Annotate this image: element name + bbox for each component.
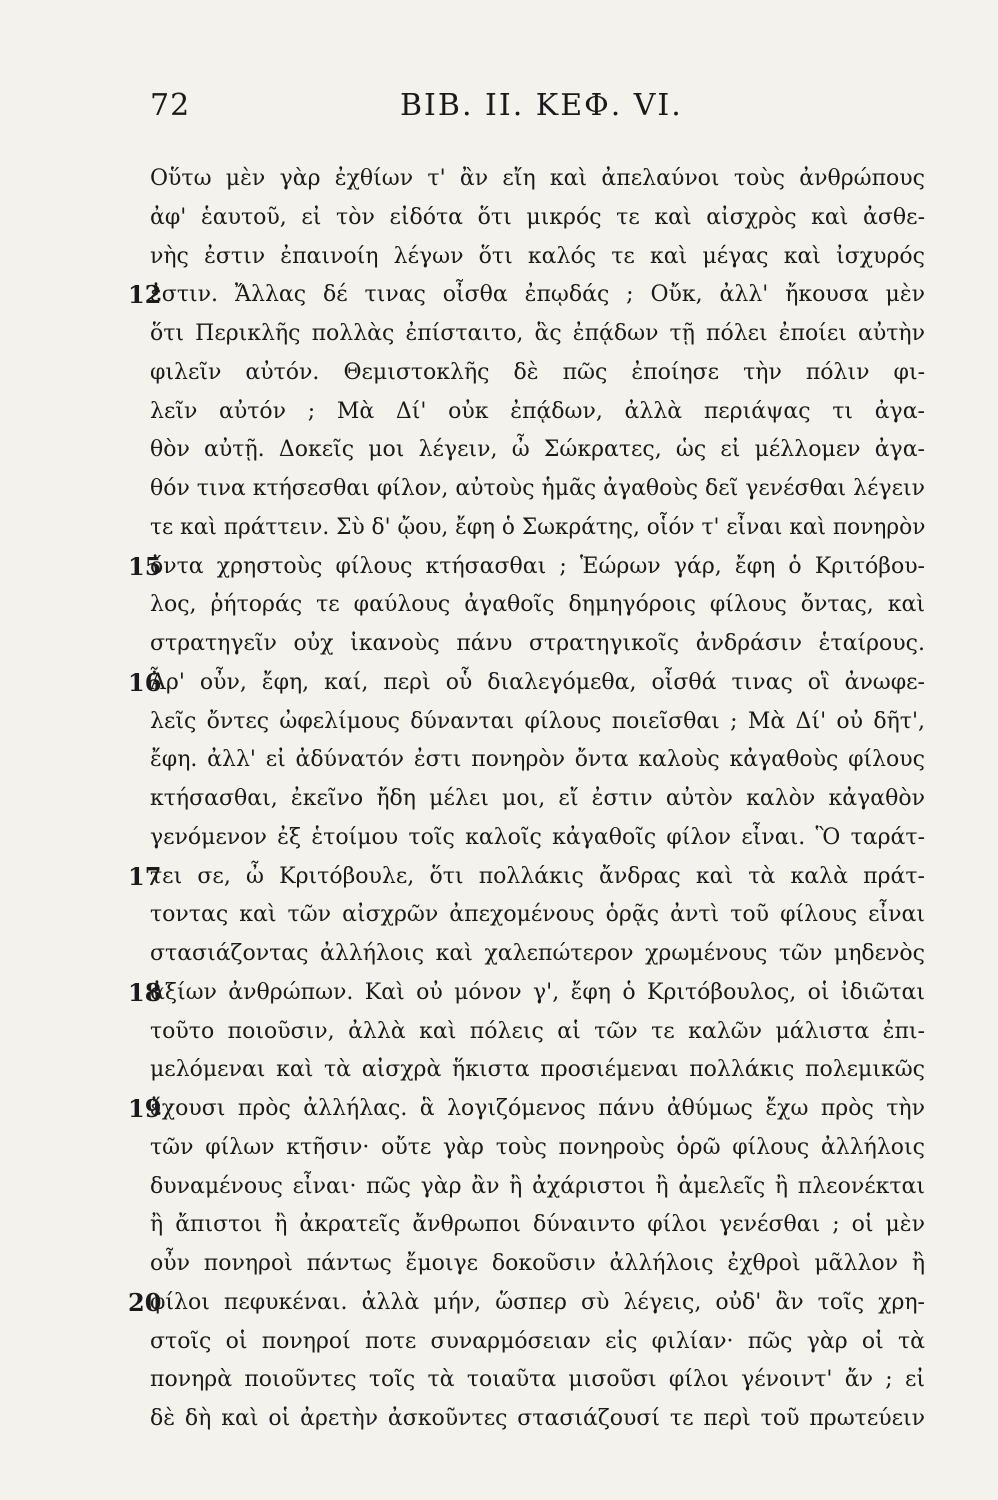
text-line (128, 548, 925, 587)
line-text: τε καὶ πράττειν. Σὺ δ' ᾤου, ἔφη ὁ Σωκράτης, οἷόν τ' εἶναι καὶ πονηρὸν (150, 514, 926, 540)
line-text: τοντας καὶ τῶν αἰσχρῶν ἀπεχομένους ὁρᾷς ἀντὶ τοῦ φίλους εἶναι (150, 902, 925, 928)
line-text: ἀφ' ἑαυτοῦ, εἰ τὸν εἰδότα ὅτι μικρός τε καὶ αἰσχρὸς καὶ ἀσθε- (150, 204, 925, 230)
line-text: Ἆρ' οὖν, ἔφη, καί, περὶ οὗ διαλεγόμεθα, οἶσθά τινας οἳ ἀνωφε- (150, 669, 925, 695)
text-line (150, 703, 925, 742)
line-text: τοῦτο ποιοῦσιν, ἀλλὰ καὶ πόλεις αἱ τῶν τε καλῶν μάλιστα ἐπι- (150, 1018, 925, 1044)
text-line (150, 238, 925, 277)
text-line (128, 276, 925, 315)
text-line (150, 354, 925, 393)
line-text: λεῖν αὐτόν ; Μὰ Δί' οὐκ ἐπᾴδων, ἀλλὰ περιάψας τι ἀγα- (150, 398, 925, 424)
text-line (150, 431, 925, 470)
section-number: 19 (128, 1094, 162, 1123)
section-number: 15 (128, 551, 162, 581)
text-line (128, 858, 925, 897)
line-text: μελόμεναι καὶ τὰ αἰσχρὰ ἥκιστα προσιέμεναι πολλάκις πολεμικῶς (150, 1057, 925, 1083)
line-text: θόν τινα κτήσεσθαι φίλον, αὐτοὺς ἡμᾶς ἀγαθοὺς δεῖ γενέσθαι λέγειν (150, 476, 925, 501)
section-number: 18 (128, 977, 162, 1007)
text-line (150, 393, 925, 432)
line-text: ἔχουσι πρὸς ἀλλήλας. ἃ λογιζόμενος πάνυ ἀθύμως ἔχω πρὸς τὴν (150, 1096, 925, 1121)
text-line (128, 974, 925, 1013)
line-text: στασιάζοντας ἀλλήλοις καὶ χαλεπώτερον χρωμένους τῶν μηδενὸς (150, 941, 925, 966)
text-line (150, 625, 925, 664)
line-text: ὄντα χρηστοὺς φίλους κτήσασθαι ; Ἑώρων γάρ, ἔφη ὁ Κριτόβου- (150, 553, 925, 579)
text-line (150, 741, 925, 780)
text-line (128, 1090, 925, 1129)
text-line (128, 664, 925, 703)
line-text: ἔφη. ἀλλ' εἰ ἀδύνατόν ἐστι πονηρὸν ὄντα καλοὺς κἀγαθοὺς φίλους (150, 747, 925, 773)
line-text: ἀξίων ἀνθρώπων. Καὶ οὐ μόνον γ', ἔφη ὁ Κριτόβουλος, οἱ ἰδιῶται (150, 979, 925, 1005)
text-line (150, 315, 925, 354)
line-text: τῶν φίλων κτῆσιν· οὔτε γὰρ τοὺς πονηροὺς ὁρῶ φίλους ἀλλήλοις (150, 1134, 925, 1160)
line-text: δὲ δὴ καὶ οἱ ἀρετὴν ἀσκοῦντες στασιάζουσί τε περὶ τοῦ πρωτεύειν (150, 1406, 925, 1431)
running-head: BIB. II. ΚΕΦ. VI. (400, 88, 683, 123)
line-text: φιλεῖν αὐτόν. Θεμιστοκλῆς δὲ πῶς ἐποίησε τὴν πόλιν φι- (150, 359, 925, 385)
text-line (150, 1323, 925, 1362)
section-number: 12 (128, 280, 162, 310)
text-line (150, 470, 925, 509)
text-line (150, 1168, 925, 1207)
text-line (150, 1361, 925, 1400)
text-line (150, 1129, 925, 1168)
section-number: 20 (128, 1287, 162, 1317)
page-number: 72 (150, 88, 191, 123)
text-line (150, 935, 925, 974)
section-number: 17 (128, 861, 162, 891)
text-line (150, 509, 925, 548)
text-line (150, 1013, 925, 1052)
text-line (150, 1245, 925, 1284)
line-text: οὖν πονηροὶ πάντως ἔμοιγε δοκοῦσιν ἀλλήλοις ἐχθροὶ μᾶλλον ἢ (150, 1251, 925, 1276)
line-text: ἐστιν. Ἄλλας δέ τινας οἶσθα ἐπῳδάς ; Οὔκ, ἀλλ' ἤκουσα μὲν (150, 282, 925, 308)
text-line (150, 160, 925, 199)
section-number: 16 (128, 667, 162, 697)
text-line (150, 896, 925, 935)
line-text: λεῖς ὄντες ὠφελίμους δύνανται φίλους ποιεῖσθαι ; Μὰ Δί' οὐ δῆτ', (150, 708, 925, 734)
line-text: στρατηγεῖν οὐχ ἱκανοὺς πάνυ στρατηγικοῖς ἀνδράσιν ἑταίρους. (150, 631, 925, 656)
text-line (150, 819, 925, 858)
line-text: γενόμενον ἐξ ἑτοίμου τοῖς καλοῖς κἀγαθοῖς φίλον εἶναι. Ὃ ταράτ- (150, 824, 925, 850)
body-text (128, 160, 926, 1439)
line-text: ἢ ἄπιστοι ἢ ἀκρατεῖς ἄνθρωποι δύναιντο φίλοι γενέσθαι ; οἱ μὲν (150, 1212, 925, 1238)
text-line (128, 1284, 925, 1323)
text-line (150, 1400, 925, 1439)
line-text: νὴς ἐστιν ἐπαινοίη λέγων ὅτι καλός τε καὶ μέγας καὶ ἰσχυρός (150, 243, 925, 269)
line-text: τει σε, ὦ Κριτόβουλε, ὅτι πολλάκις ἄνδρας καὶ τὰ καλὰ πράτ- (150, 863, 925, 889)
line-text: στοῖς οἱ πονηροί ποτε συναρμόσειαν εἰς φιλίαν· πῶς γὰρ οἱ τὰ (150, 1328, 925, 1354)
text-line (150, 780, 925, 819)
line-text: φίλοι πεφυκέναι. ἀλλὰ μήν, ὥσπερ σὺ λέγεις, οὐδ' ἂν τοῖς χρη- (150, 1289, 925, 1315)
line-text: λος, ῥήτοράς τε φαύλους ἀγαθοῖς δημηγόροις φίλους ὄντας, καὶ (150, 592, 925, 618)
page-header (0, 88, 998, 128)
line-text: δυναμένους εἶναι· πῶς γὰρ ἂν ἢ ἀχάριστοι ἢ ἀμελεῖς ἢ πλεονέκται (150, 1173, 925, 1199)
text-line (150, 586, 925, 625)
line-text: πονηρὰ ποιοῦντες τοῖς τὰ τοιαῦτα μισοῦσι φίλοι γένοιντ' ἄν ; εἰ (150, 1367, 925, 1393)
line-text: θὸν αὐτῇ. Δοκεῖς μοι λέγειν, ὦ Σώκρατες, ὡς εἰ μέλλομεν ἀγα- (150, 437, 925, 463)
line-text: κτήσασθαι, ἐκεῖνο ἤδη μέλει μοι, εἴ ἐστιν αὐτὸν καλὸν κἀγαθὸν (150, 786, 925, 811)
text-line (150, 199, 925, 238)
text-line (150, 1051, 925, 1090)
line-text: ὅτι Περικλῆς πολλὰς ἐπίσταιτο, ἃς ἐπᾴδων τῇ πόλει ἐποίει αὐτὴν (150, 321, 925, 346)
line-text: Οὕτω μὲν γὰρ ἐχθίων τ' ἂν εἴη καὶ ἀπελαύνοι τοὺς ἀνθρώπους (150, 166, 925, 191)
text-line (150, 1206, 925, 1245)
